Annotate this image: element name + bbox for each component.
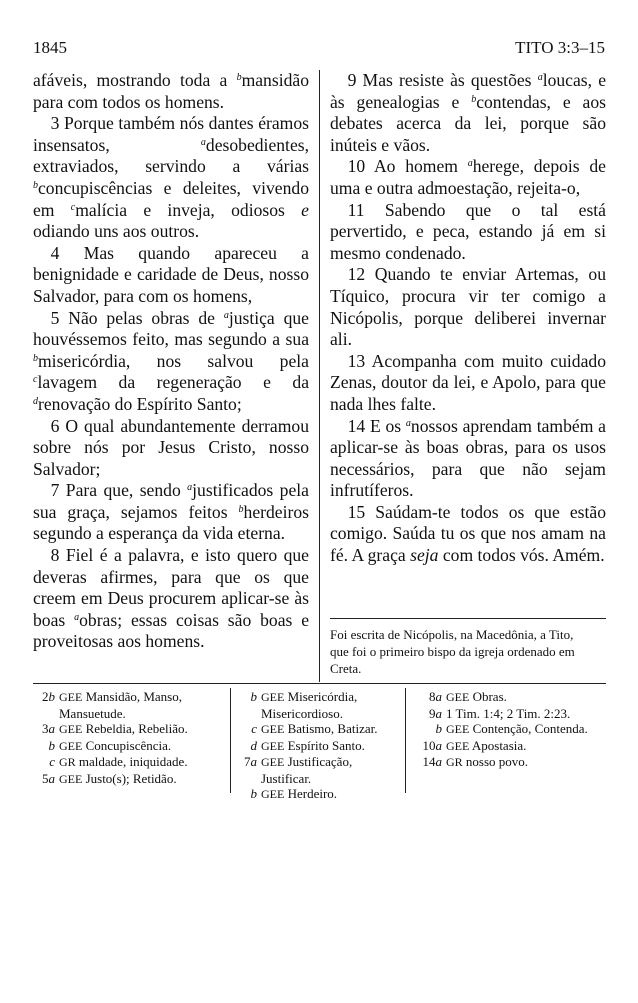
- footnote-marker: a: [200, 136, 206, 148]
- footnote-letter: a: [48, 721, 55, 736]
- footnote-letter: a: [48, 770, 55, 786]
- footnote-source: GEE: [261, 787, 285, 801]
- footnote-source: GEE: [261, 722, 285, 736]
- footnote-entry: [412, 721, 606, 738]
- footnote-entry: [243, 689, 403, 721]
- verse-text: 12 Quando te enviar Artemas, ou Tíquico, procura vir ter comigo a Nicópolis, porque deliberei invernar ali.: [330, 264, 606, 350]
- footnote-letter: b: [435, 721, 442, 736]
- footnote-source: GEE: [446, 690, 470, 704]
- footnote-reference: [412, 721, 446, 738]
- footnote-reference: [33, 721, 59, 738]
- footnote-entry: [243, 754, 403, 786]
- verse-paragraph: [330, 70, 606, 156]
- footnote-source: GEE: [261, 690, 285, 704]
- verse-text: 6 O qual abundantemente derramou sobre nós por Jesus Cristo, nosso Salvador;: [33, 415, 309, 479]
- footnote-body: [446, 689, 606, 706]
- footnote-marker: a: [223, 309, 229, 321]
- footnote-letter: b: [250, 689, 257, 704]
- verse-text: herdeiros segundo a esperança da vida eterna.: [33, 501, 309, 544]
- verse-text: herege, depois de uma e outra admoestação, rejeita-o,: [330, 156, 606, 198]
- footnote-body: [446, 721, 606, 738]
- footnote-text: Obras.: [472, 689, 507, 704]
- verse-text: mansidão para com todos os homens.: [33, 70, 309, 112]
- footnote-verse: 10: [422, 737, 436, 753]
- footnote-entry: [33, 689, 223, 721]
- verse-paragraph: [330, 502, 606, 567]
- footnote-source: GEE: [59, 771, 83, 786]
- footnote-letter: a: [435, 754, 442, 769]
- footnote-letter: c: [49, 754, 55, 769]
- footnote-source: GR: [446, 755, 463, 769]
- footnote-text: nosso povo.: [465, 754, 529, 769]
- footnote-verse: 2: [42, 689, 49, 704]
- verse-text: com todos vós. Amém.: [438, 545, 605, 566]
- footnote-letter: b: [48, 737, 55, 753]
- colophon-rule: [330, 618, 606, 619]
- footnote-text: Herdeiro.: [287, 786, 338, 801]
- page-header: [33, 38, 605, 62]
- footnote-source: GEE: [261, 738, 285, 753]
- footnote-reference: [243, 754, 261, 786]
- footnote-letter: b: [48, 689, 55, 704]
- scripture-column-right: [330, 70, 606, 567]
- italic-word: e: [301, 199, 309, 220]
- footnote-marker: d: [33, 395, 38, 407]
- footnote-text: Misericórdia, Misericordioso.: [261, 689, 358, 721]
- verse-text: 8 Fiel é a palavra, e isto quero que deveras afirmes, para que os que creem em Deus procurem aplicar-se às boas: [33, 545, 309, 630]
- footnote-verse: 3: [42, 721, 49, 736]
- footnote-letter: a: [250, 754, 257, 769]
- verse-text: 15 Saúdam-te todos os que estão comigo. Saúda tu os que nos amam na fé. A graça: [330, 501, 606, 566]
- footnote-marker: c: [70, 201, 76, 213]
- footnote-body: [59, 689, 223, 721]
- verse-text: justiça que houvéssemos feito, mas segundo a sua: [33, 307, 309, 350]
- footnote-marker: a: [405, 417, 411, 429]
- verse-text: nossos aprendam também a aplicar-se às boas obras, para os usos necessários, para que não sejam infrutíferos.: [330, 415, 606, 501]
- running-head: TITO 3:3–15: [515, 38, 605, 57]
- footnote-letter: b: [250, 786, 257, 801]
- footnote-verse: 14: [422, 754, 436, 769]
- verse-paragraph: [330, 264, 606, 350]
- footnote-reference: [243, 738, 261, 755]
- column-divider: [319, 70, 320, 682]
- footnote-body: [59, 771, 223, 788]
- footnote-text: Justificação, Justificar.: [261, 754, 353, 786]
- footnote-verse: 7: [244, 754, 251, 769]
- footnote-text: Contenção, Contenda.: [472, 721, 588, 736]
- footnote-reference: [33, 689, 59, 721]
- footnote-letter: a: [435, 689, 442, 704]
- footnote-source: GEE: [59, 738, 83, 753]
- verse-text: concupiscências e deleites, vivendo em: [33, 177, 309, 220]
- footnote-marker: a: [537, 72, 543, 83]
- verse-text: 10 Ao homem: [347, 156, 468, 177]
- footnote-source: GR: [59, 755, 76, 769]
- footnote-entry: [33, 738, 223, 755]
- footnote-marker: b: [33, 352, 38, 364]
- verse-paragraph: [33, 308, 309, 416]
- footnote-reference: [33, 771, 59, 788]
- verse-paragraph: [33, 70, 309, 113]
- footnote-reference: [33, 738, 59, 755]
- footnote-body: [59, 754, 223, 771]
- footnote-reference: [412, 738, 446, 755]
- verse-text: justificados pela sua graça, sejamos feitos: [33, 480, 309, 522]
- footnote-source: GEE: [446, 738, 470, 753]
- verse-text: misericórdia, nos salvou pela: [38, 350, 309, 371]
- footnote-column-3: [412, 689, 606, 771]
- footnote-column-2: [243, 689, 403, 803]
- footnote-entry: [412, 689, 606, 706]
- footnote-text: 1 Tim. 1:4; 2 Tim. 2:23.: [446, 705, 571, 721]
- verse-text: renovação do Espírito Santo;: [38, 393, 242, 414]
- italic-word: seja: [410, 545, 439, 566]
- footnote-body: [446, 706, 606, 722]
- verse-paragraph: [33, 243, 309, 308]
- footnote-text: Mansidão, Manso, Mansuetude.: [59, 689, 182, 721]
- footnote-entry: [243, 786, 403, 803]
- verse-text: 5 Não pelas obras de: [50, 307, 224, 328]
- verse-text: obras; essas coisas são boas e proveitosas aos homens.: [33, 609, 310, 652]
- footnote-letter: a: [435, 737, 442, 753]
- verse-text: 14 E os: [347, 415, 406, 436]
- footnote-letter: a: [435, 705, 442, 721]
- verse-text: desobedientes, extraviados, servindo a várias: [33, 134, 309, 177]
- footnote-column-1: [33, 689, 223, 787]
- footnote-reference: [243, 721, 261, 738]
- footnote-entry: [33, 721, 223, 738]
- footnote-entry: [243, 721, 403, 738]
- verse-text: 13 Acompanha com muito cuidado Zenas, doutor da lei, e Apolo, para que nada lhes falte.: [330, 350, 606, 414]
- footnote-body: [446, 754, 606, 771]
- footnote-text: Batismo, Batizar.: [287, 721, 378, 736]
- footnote-text: Apostasia.: [471, 737, 527, 753]
- verse-text: 11 Sabendo que o tal está pervertido, e peca, estando já em si mesmo condenado.: [330, 199, 606, 263]
- verse-paragraph: [33, 416, 309, 481]
- footnote-marker: b: [236, 72, 242, 83]
- footnote-reference: [412, 706, 446, 722]
- footnote-reference: [33, 754, 59, 771]
- footnote-body: [261, 786, 403, 803]
- footnote-marker: c: [33, 374, 38, 386]
- verse-paragraph: [330, 156, 606, 199]
- footnote-text: maldade, iniquidade.: [78, 754, 188, 769]
- footnote-entry: [412, 754, 606, 771]
- verse-text: loucas, e às genealogias e: [330, 70, 607, 112]
- verse-text: 4 Mas quando apareceu a benignidade e caridade de Deus, nosso Salvador, para com os homens,: [33, 242, 309, 306]
- page-number: 1845: [33, 38, 67, 57]
- footnote-entry: [243, 738, 403, 755]
- footnote-divider: [405, 688, 406, 793]
- footnote-source: GEE: [261, 755, 285, 769]
- footnote-reference: [243, 689, 261, 721]
- footnote-body: [261, 721, 403, 738]
- footnote-marker: b: [471, 93, 477, 105]
- footnote-text: Concupiscência.: [85, 737, 172, 753]
- verse-text: 3 Porque também nós dantes éramos insensatos,: [33, 113, 309, 155]
- footnote-letter: c: [251, 721, 257, 736]
- footnote-body: [446, 738, 606, 755]
- verse-text: odiando uns aos outros.: [33, 221, 200, 242]
- scripture-column-left: [33, 70, 309, 653]
- verse-text: 9 Mas resiste às questões: [347, 70, 538, 90]
- footnote-reference: [412, 689, 446, 706]
- verse-paragraph: [33, 480, 309, 545]
- footnote-body: [59, 721, 223, 738]
- footnote-marker: b: [33, 179, 38, 191]
- footnote-marker: a: [187, 482, 193, 494]
- colophon: Foi escrita de Nicópolis, na Macedônia, a Tito, que foi o primeiro bispo da igreja ordenado em Creta.: [330, 627, 575, 676]
- footnote-body: [261, 754, 403, 786]
- verse-text: afáveis, mostrando toda a: [33, 70, 237, 90]
- footnote-verse: 9: [429, 705, 436, 721]
- footnote-verse: 8: [429, 689, 436, 704]
- footnote-entry: [33, 754, 223, 771]
- verse-paragraph: [330, 200, 606, 265]
- verse-text: lavagem da regeneração e da: [37, 372, 309, 393]
- footnote-divider: [230, 688, 231, 793]
- footnote-entry: [412, 706, 606, 722]
- footnote-entry: [33, 771, 223, 788]
- verse-text: 7 Para que, sendo: [50, 480, 188, 501]
- footnote-marker: b: [238, 503, 244, 515]
- footnote-rule: [33, 683, 606, 684]
- footnote-marker: a: [467, 158, 473, 170]
- footnote-source: GEE: [59, 690, 83, 704]
- verse-paragraph: [330, 351, 606, 416]
- footnote-marker: a: [74, 611, 80, 623]
- footnote-verse: 5: [42, 770, 49, 786]
- footnote-entry: [412, 738, 606, 755]
- footnote-text: Rebeldia, Rebelião.: [85, 721, 188, 736]
- footnote-text: Justo(s); Retidão.: [85, 770, 177, 786]
- footnote-body: [261, 738, 403, 755]
- footnote-letter: d: [250, 737, 257, 753]
- footnote-body: [59, 738, 223, 755]
- footnote-text: Espírito Santo.: [287, 737, 365, 753]
- footnote-source: GEE: [59, 722, 83, 736]
- footnote-source: GEE: [446, 722, 470, 736]
- footnote-reference: [243, 786, 261, 803]
- footnote-body: [261, 689, 403, 721]
- verse-text: malícia e inveja, odiosos: [75, 199, 302, 220]
- verse-text: contendas, e aos debates acerca da lei, porque são inúteis e vãos.: [330, 91, 606, 155]
- verse-paragraph: [33, 545, 309, 653]
- footnote-reference: [412, 754, 446, 771]
- verse-paragraph: [330, 416, 606, 502]
- verse-paragraph: [33, 113, 309, 243]
